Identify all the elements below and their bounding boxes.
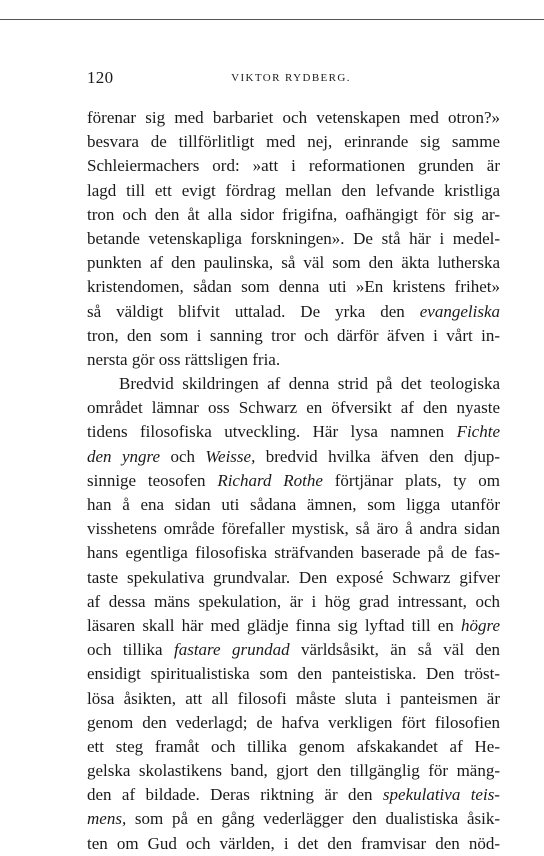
text-run: Schleiermachers ord: »att i reformationen grunden är <box>87 156 500 176</box>
text-run: genom den vederlagd; de hafva verkligen fört filosofien <box>87 712 500 732</box>
text-line <box>87 517 500 541</box>
text-run: och <box>160 446 206 466</box>
text-run: sinnige teosofen <box>87 470 218 490</box>
text-line <box>87 300 500 324</box>
italic-text: evangeliska <box>419 301 500 321</box>
italic-text: spekulativa teis- <box>382 785 500 805</box>
text-line <box>87 687 500 711</box>
text-line <box>87 372 500 396</box>
text-run: ensidigt spiritualistiska som den panteistiska. Den tröst- <box>87 664 500 684</box>
text-run: bredvid hvilka äfven den djup- <box>255 446 501 466</box>
text-run: gelska skolastikens band, gjort den tillgänglig för mäng- <box>87 761 500 781</box>
text-line <box>87 106 500 130</box>
italic-text: mens, <box>87 809 127 829</box>
body-text <box>87 106 500 856</box>
text-line <box>87 662 500 686</box>
text-run: den af bildade. Deras riktning är den <box>87 785 383 805</box>
text-run: läsaren skall här med glädje finna sig lyftad till en <box>87 615 461 635</box>
text-line <box>87 445 500 469</box>
text-line <box>87 154 500 178</box>
page-number: 120 <box>87 68 114 87</box>
text-run: tron och den åt alla sidor frigifna, oafhängigt för sig ar- <box>87 204 500 224</box>
text-run: som på en gång vederlägger den dualistiska åsik- <box>126 809 500 829</box>
text-line <box>87 493 500 517</box>
text-run: besvara de tillförlitligt med nej, erinrande sig samme <box>87 132 500 152</box>
text-line <box>87 324 500 348</box>
page-header <box>87 68 495 90</box>
text-line <box>87 735 500 759</box>
text-run: visshetens område förefaller mystisk, så äro å andra sidan <box>87 519 500 539</box>
text-line <box>87 590 500 614</box>
text-run: världsåsikt, än så väl den <box>289 640 500 660</box>
text-line <box>87 469 500 493</box>
text-run: lagd till ett evigt fördrag mellan den lefvande kristliga <box>87 180 500 200</box>
italic-text: Fichte <box>456 422 500 442</box>
text-run: han å ena sidan uti sådana ämnen, som ligga utanför <box>87 495 500 514</box>
text-run: förenar sig med barbariet och vetenskapen med otron?» <box>87 108 500 127</box>
text-run: tron, den som i sanning tror och därför äfven i vårt in- <box>87 325 500 345</box>
text-line <box>87 396 500 420</box>
text-run: så väldigt blifvit uttalad. De yrka den <box>87 301 420 321</box>
text-line <box>87 566 500 590</box>
text-line <box>87 541 500 565</box>
text-run: hans egentliga filosofiska sträfvanden baserade på de fas- <box>87 543 500 563</box>
text-line <box>87 179 500 203</box>
italic-text: högre <box>460 615 500 635</box>
italic-text: Weisse, <box>205 446 256 466</box>
text-run: betande vetenskapliga forskningen». De stå här i medel- <box>87 228 500 248</box>
text-run: området lämnar oss Schwarz en öfversikt af den nyaste <box>87 398 500 418</box>
italic-text: den yngre <box>87 446 161 466</box>
text-line <box>87 807 500 831</box>
text-run: lösa åsikten, att all filosofi måste sluta i panteismen är <box>87 688 500 708</box>
text-run: ett steg framåt och tillika genom afskakandet af He- <box>87 736 500 756</box>
text-line <box>87 348 500 372</box>
text-line <box>87 711 500 735</box>
text-run: kristendomen, sådan som denna uti »En kristens frihet» <box>87 277 500 297</box>
text-line <box>87 783 500 807</box>
text-run: Bredvid skildringen af denna strid på det teologiska <box>119 374 500 394</box>
text-line <box>87 275 500 299</box>
text-run: förtjänar plats, ty om <box>322 470 501 490</box>
italic-text: fastare grundad <box>174 640 290 660</box>
text-line <box>87 203 500 227</box>
text-line <box>87 614 500 638</box>
italic-text: Richard Rothe <box>217 470 323 490</box>
text-run: tidens filosofiska utveckling. Här lysa namnen <box>87 422 457 442</box>
text-line <box>87 130 500 154</box>
text-line <box>87 638 500 662</box>
text-run: ten om Gud och världen, i det den framvisar den nöd- <box>87 833 500 853</box>
text-run: punkten af den paulinska, så väl som den äkta lutherska <box>87 253 500 273</box>
text-line <box>87 227 500 251</box>
text-line <box>87 420 500 444</box>
text-run: och tillika <box>87 640 174 660</box>
text-run: nersta gör oss rättsligen fria. <box>87 349 281 369</box>
running-head: VIKTOR RYDBERG. <box>231 72 351 84</box>
text-run: af dessa mäns spekulation, är i hög grad intressant, och <box>87 591 500 611</box>
text-run: taste spekulativa grundvalar. Den exposé Schwarz gifver <box>87 567 500 587</box>
text-line <box>87 759 500 783</box>
top-rule <box>0 19 544 20</box>
text-line <box>87 251 500 275</box>
text-line <box>87 832 500 856</box>
